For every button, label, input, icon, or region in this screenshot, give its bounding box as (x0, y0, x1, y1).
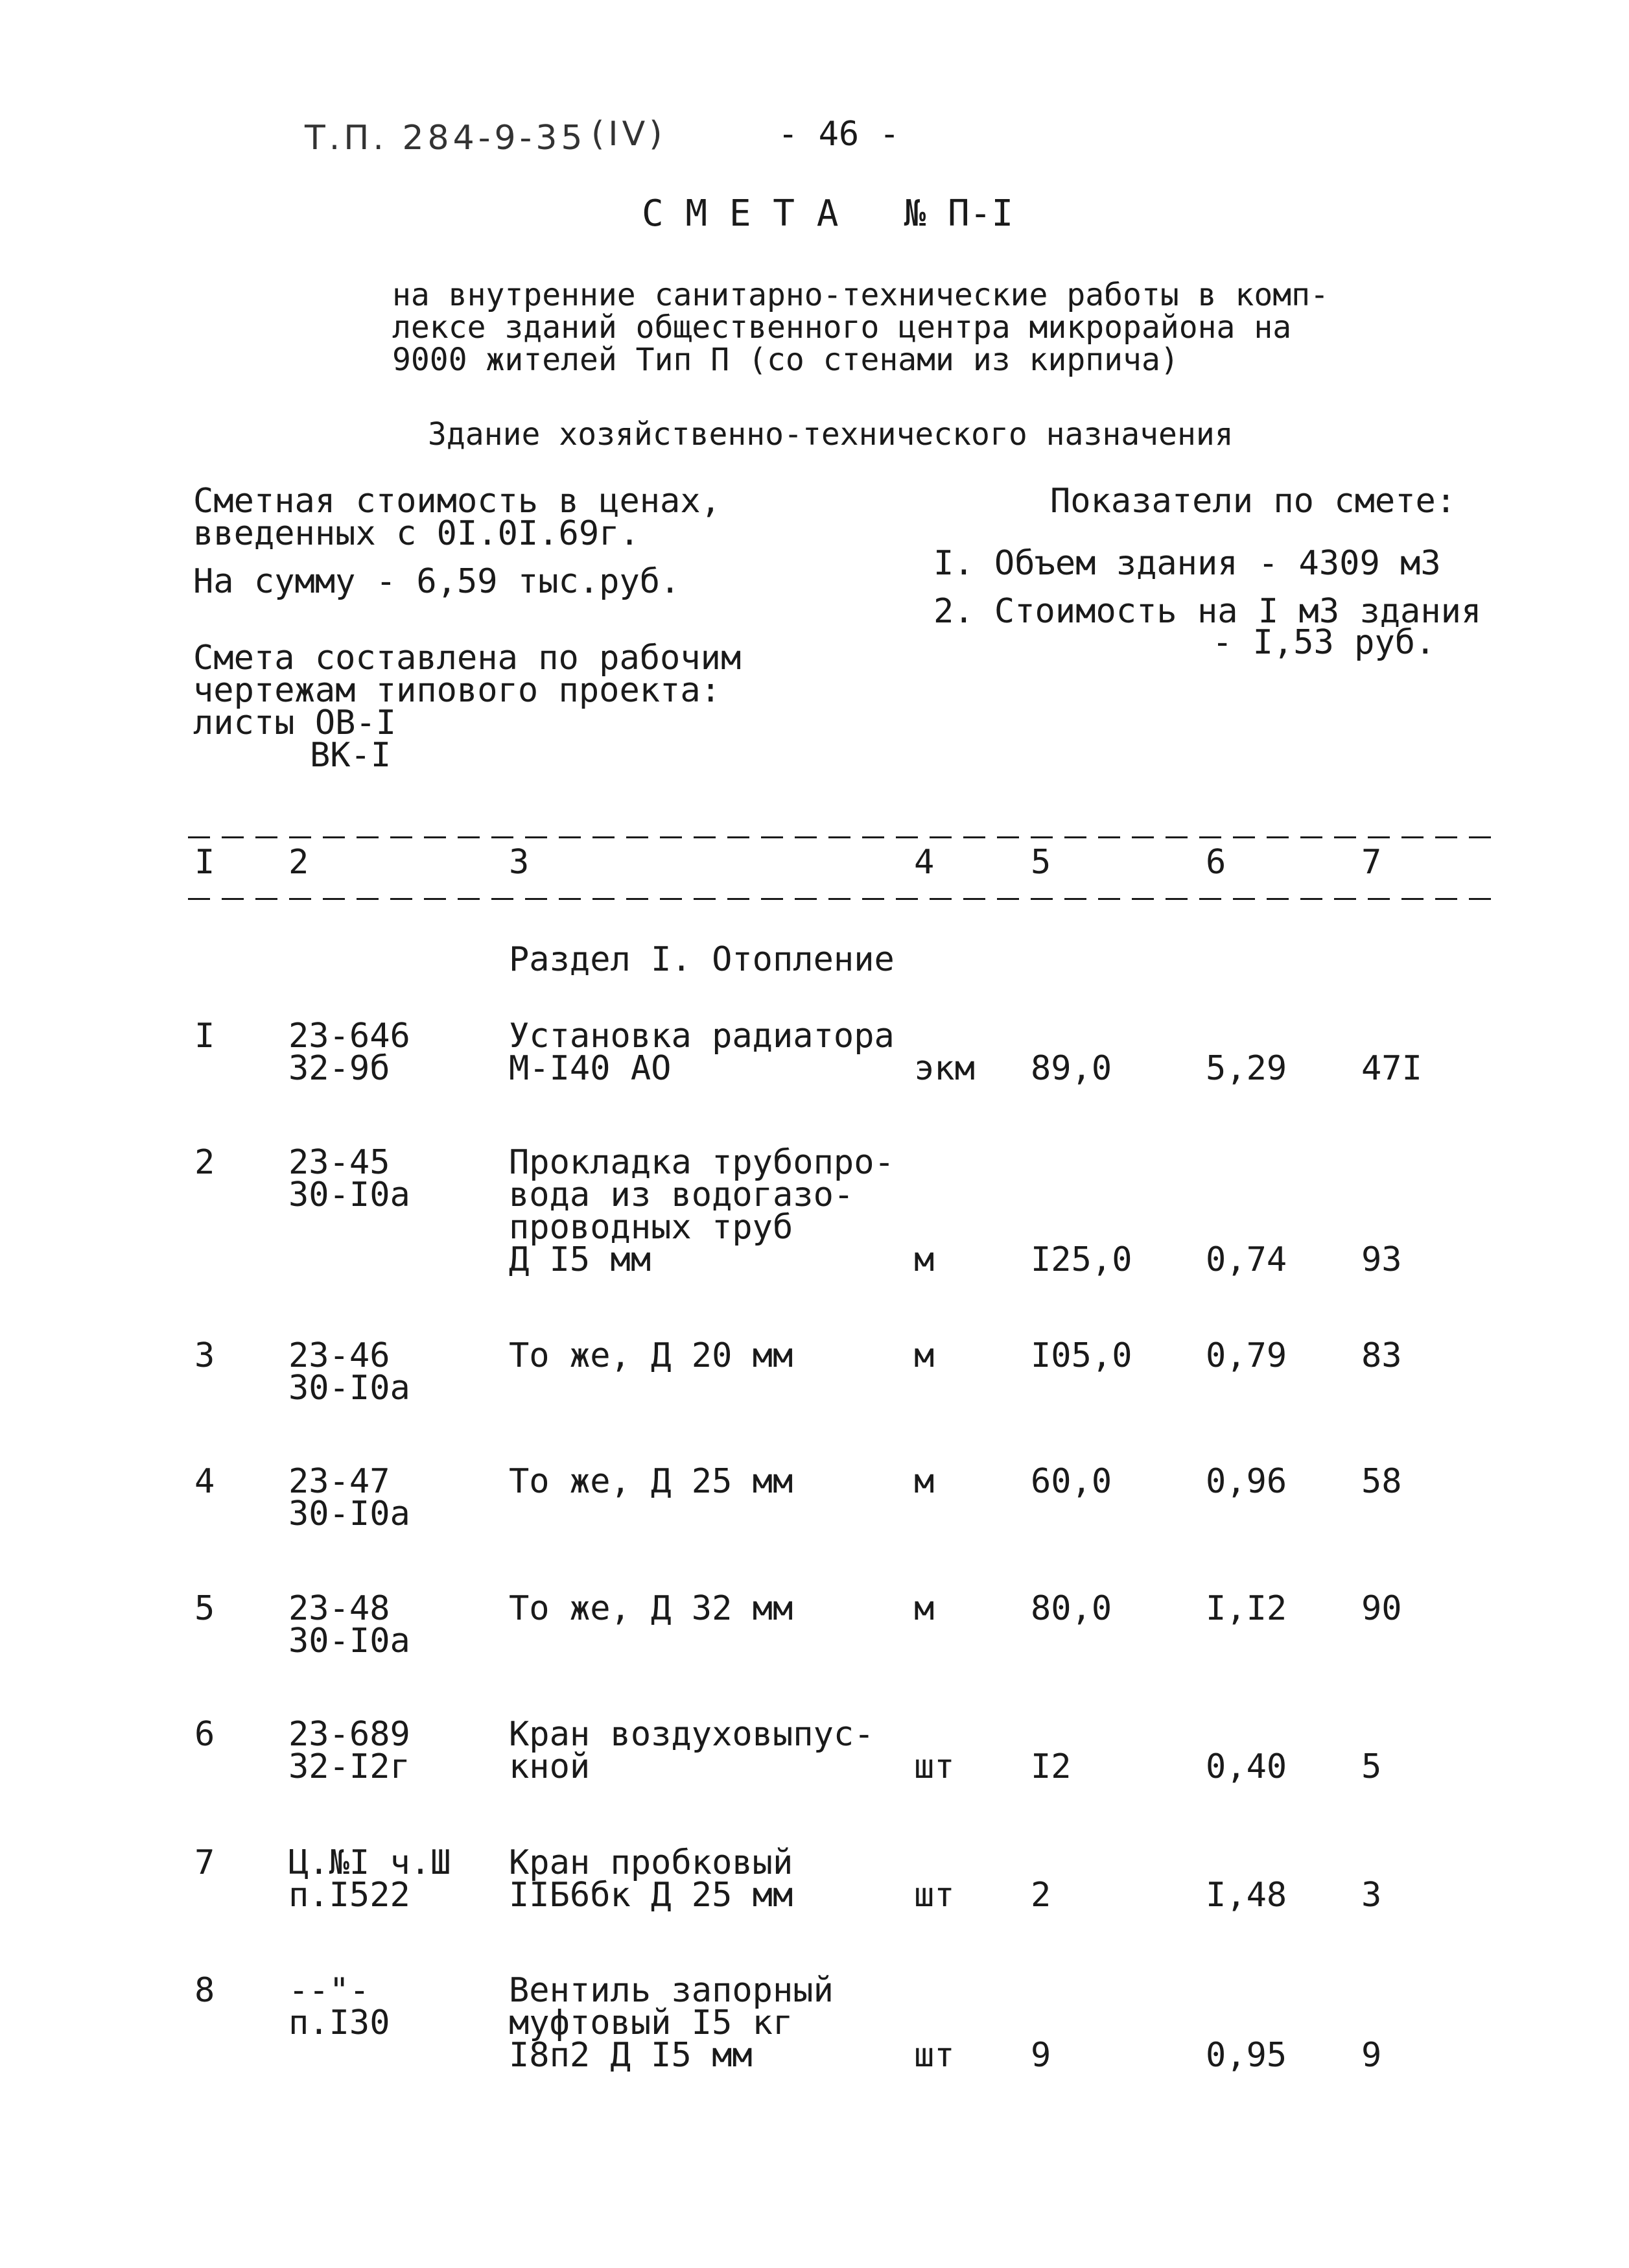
row-code: 23-689 (288, 1715, 410, 1754)
row-description: М-I40 АО (509, 1049, 672, 1088)
row-unit-price: 0,40 (1206, 1747, 1287, 1786)
table-header-rule (188, 898, 1497, 900)
row-number: 6 (194, 1715, 215, 1754)
row-quantity: I05,0 (1031, 1336, 1132, 1375)
row-unit-price: I,48 (1206, 1876, 1287, 1915)
row-description: Установка радиатора (509, 1017, 895, 1056)
row-number: 7 (194, 1843, 215, 1882)
row-code: 30-I0а (288, 1494, 410, 1533)
compiled-line-4: ВК-I (310, 736, 392, 775)
row-code: 30-I0а (288, 1622, 410, 1660)
total-sum: На сумму - 6,59 тыс.руб. (193, 562, 681, 601)
row-unit-price: 0,95 (1206, 2036, 1287, 2075)
row-quantity: I25,0 (1031, 1240, 1132, 1279)
row-description: кной (509, 1747, 591, 1786)
row-unit: экм (914, 1049, 975, 1088)
row-total: 58 (1361, 1462, 1402, 1501)
col-header-3: 3 (509, 843, 530, 882)
row-total: 3 (1361, 1876, 1382, 1915)
row-unit-price: 5,29 (1206, 1049, 1287, 1088)
row-quantity: 80,0 (1031, 1589, 1112, 1628)
row-total: 5 (1361, 1747, 1382, 1786)
row-total: 90 (1361, 1589, 1402, 1628)
row-description: То же, Д 32 мм (509, 1589, 793, 1628)
subtitle-line-2: лексе зданий общественного центра микрорайона на (392, 309, 1292, 346)
row-description: Вентиль запорный (509, 1971, 834, 2010)
row-code: 23-646 (288, 1017, 410, 1056)
col-header-1: I (194, 843, 215, 882)
compiled-line-1: Смета составлена по рабочим (193, 639, 742, 678)
row-unit: м (914, 1462, 935, 1501)
row-quantity: 2 (1031, 1876, 1051, 1915)
document-title: С М Е Т А № П-I (642, 193, 1014, 235)
project-code: Т.П. 284-9-35 (305, 119, 587, 158)
row-unit: шт (914, 1876, 955, 1915)
row-code: 30-I0а (288, 1369, 410, 1408)
indicator-volume: I. Объем здания - 4309 м3 (933, 544, 1441, 583)
subtitle-line-1: на внутренние санитарно-технические работы в комп- (392, 277, 1329, 313)
row-quantity: 60,0 (1031, 1462, 1112, 1501)
row-quantity: I2 (1031, 1747, 1072, 1786)
row-total: 9 (1361, 2036, 1382, 2075)
row-description: Кран пробковый (509, 1843, 793, 1882)
table-top-rule (188, 836, 1497, 838)
row-unit-price: 0,96 (1206, 1462, 1287, 1501)
row-unit-price: I,I2 (1206, 1589, 1287, 1628)
row-code: 23-48 (288, 1589, 390, 1628)
document-subtitle (392, 279, 1329, 376)
row-unit: м (914, 1336, 935, 1375)
row-description: муфтовый I5 кг (509, 2003, 793, 2042)
cost-basis-line-2: введенных с 0I.0I.69г. (193, 514, 640, 553)
row-code: п.I30 (288, 2003, 390, 2042)
col-header-4: 4 (914, 843, 935, 882)
row-total: 93 (1361, 1240, 1402, 1279)
row-description: То же, Д 25 мм (509, 1462, 793, 1501)
page-number: - 46 - (778, 115, 900, 154)
volume-label: (IV) (591, 115, 666, 154)
col-header-2: 2 (288, 843, 309, 882)
subtitle-line-3: 9000 жителей Тип П (со стенами из кирпича) (392, 342, 1179, 378)
row-unit: шт (914, 2036, 955, 2075)
section-title: Раздел I. Отопление (509, 940, 895, 979)
row-code: --"- (288, 1971, 370, 2010)
col-header-7: 7 (1361, 843, 1382, 882)
row-code: 32-I2г (288, 1747, 410, 1786)
row-number: 2 (194, 1143, 215, 1182)
row-description: IIБ6бк Д 25 мм (509, 1876, 793, 1915)
row-number: 8 (194, 1971, 215, 2010)
cost-basis (193, 482, 721, 553)
row-code: Ц.№I ч.Ш (288, 1843, 451, 1882)
row-total: 83 (1361, 1336, 1402, 1375)
row-code: 23-47 (288, 1462, 390, 1501)
col-header-5: 5 (1031, 843, 1051, 882)
row-number: 3 (194, 1336, 215, 1375)
row-code: 23-45 (288, 1143, 390, 1182)
row-description: То же, Д 20 мм (509, 1336, 793, 1375)
row-description: Кран воздуховыпус- (509, 1715, 874, 1754)
cost-basis-line-1: Сметная стоимость в ценах, (193, 482, 721, 521)
row-description: I8п2 Д I5 мм (509, 2036, 753, 2075)
compiled-by (193, 639, 742, 775)
indicator-cost-line-1: 2. Стоимость на I м3 здания (933, 592, 1482, 631)
row-unit: м (914, 1240, 935, 1279)
row-code: 23-46 (288, 1336, 390, 1375)
building-title: Здание хозяйственно-технического назначения (428, 416, 1234, 453)
row-number: 5 (194, 1589, 215, 1628)
row-number: 4 (194, 1462, 215, 1501)
row-unit: м (914, 1589, 935, 1628)
row-description: вода из водогазо- (509, 1175, 854, 1214)
row-unit-price: 0,74 (1206, 1240, 1287, 1279)
indicator-cost-line-2: - I,53 руб. (1212, 623, 1436, 662)
row-code: п.I522 (288, 1876, 410, 1915)
row-description: проводных труб (509, 1208, 793, 1247)
row-number: I (194, 1017, 215, 1056)
row-code: 32-9б (288, 1049, 390, 1088)
row-unit: шт (914, 1747, 955, 1786)
compiled-line-3: листы ОВ-I (193, 703, 397, 742)
col-header-6: 6 (1206, 843, 1226, 882)
row-description: Д I5 мм (509, 1240, 651, 1279)
indicators-heading: Показатели по смете: (1050, 482, 1457, 521)
row-unit-price: 0,79 (1206, 1336, 1287, 1375)
row-total: 47I (1361, 1049, 1422, 1088)
row-code: 30-I0а (288, 1175, 410, 1214)
row-quantity: 89,0 (1031, 1049, 1112, 1088)
row-description: Прокладка трубопро- (509, 1143, 895, 1182)
row-quantity: 9 (1031, 2036, 1051, 2075)
compiled-line-2: чертежам типового проекта: (193, 671, 721, 710)
